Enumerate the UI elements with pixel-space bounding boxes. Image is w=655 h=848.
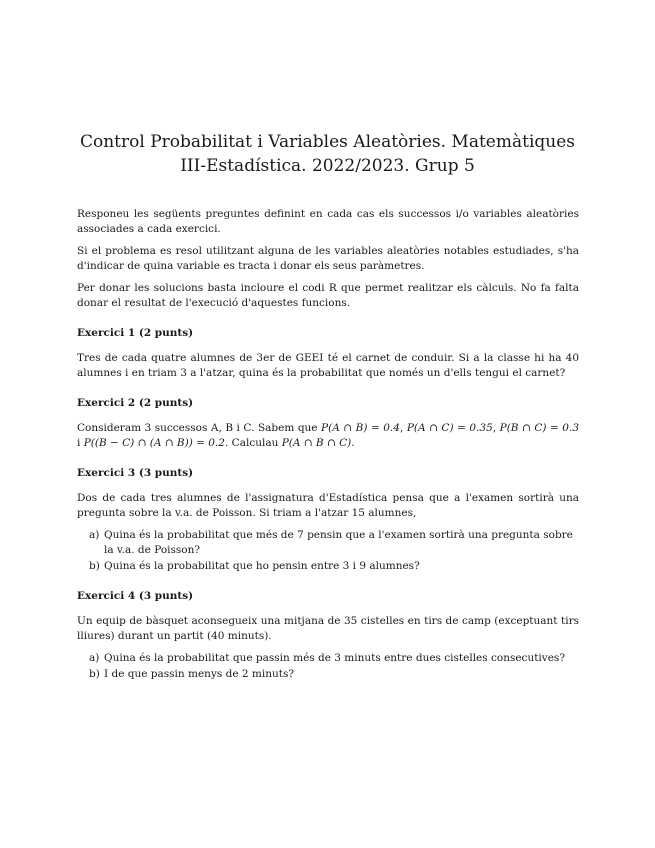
intro-paragraph-1: Responeu les següents preguntes definint en cada cas els successos i/o variables aleatòries associades a cada exercici. <box>77 208 579 235</box>
math-expression: P(A ∩ B ∩ C) <box>281 437 352 449</box>
exercise-2-text-part: , <box>399 422 407 434</box>
exercise-1-text: Tres de cada quatre alumnes de 3er de GEEI té el carnet de conduir. Si a la classe hi ha 40 alumnes i en triam 3 a l'atzar, quina és la probabilitat que només un d'ells tengui el carnet? <box>77 352 579 379</box>
list-item-marker: b) <box>89 560 100 572</box>
list-item-marker: b) <box>89 668 100 680</box>
intro-paragraph-3: Per donar les solucions basta incloure el codi R que permet realitzar els càlculs. No fa falta donar el resultat de l'execució d'aquestes funcions. <box>77 282 579 309</box>
list-item-marker: a) <box>89 652 100 664</box>
exercise-3-list <box>77 528 579 574</box>
exercise-2 <box>77 396 579 451</box>
title-line-2: III-Estadística. 2022/2023. Grup 5 <box>180 156 475 177</box>
exercise-2-heading: Exercici 2 (2 punts) <box>77 397 194 409</box>
exercise-2-text-part: . <box>351 437 355 449</box>
exercise-2-text-part: i <box>77 437 84 449</box>
list-item-text: Quina és la probabilitat que més de 7 pensin que a l'examen sortirà una pregunta sobre la v.a. de Poisson? <box>104 529 573 556</box>
exercise-2-text <box>77 421 579 451</box>
exercise-1-heading: Exercici 1 (2 punts) <box>77 327 194 339</box>
exercise-4-text: Un equip de bàsquet aconsegueix una mitjana de 35 cistelles en tirs de camp (exceptuant tirs lliures) durant un partit (40 minuts). <box>77 615 579 642</box>
math-expression: P(A ∩ C) = 0.35 <box>406 422 493 434</box>
exercise-4 <box>77 589 579 682</box>
exercise-2-text-part: , <box>492 422 500 434</box>
list-item <box>77 528 579 558</box>
document-title <box>60 130 595 178</box>
list-item-marker: a) <box>89 529 100 541</box>
exercise-1 <box>77 326 579 381</box>
document-body <box>77 207 579 683</box>
list-item-text: Quina és la probabilitat que passin més de 3 minuts entre dues cistelles consecutives? <box>104 652 565 664</box>
list-item <box>77 559 579 574</box>
list-item <box>77 667 579 682</box>
exercise-2-text-part: . Calculau <box>225 437 282 449</box>
exercise-3-text: Dos de cada tres alumnes de l'assignatura d'Estadística pensa que a l'examen sortirà una pregunta sobre la v.a. de Poisson. Si triam a l'atzar 15 alumnes, <box>77 492 579 519</box>
math-expression: P(A ∩ B) = 0.4 <box>321 422 400 434</box>
exercise-4-heading: Exercici 4 (3 punts) <box>77 590 194 602</box>
math-expression: P(B ∩ C) = 0.3 <box>499 422 580 434</box>
exercise-3-heading: Exercici 3 (3 punts) <box>77 467 194 479</box>
exercise-2-text-part: Consideram 3 successos A, B i C. Sabem que <box>77 422 322 434</box>
exercise-4-list <box>77 651 579 682</box>
intro-paragraph-2: Si el problema es resol utilitzant alguna de les variables aleatòries notables estudiades, s'ha d'indicar de quina variable es tracta i donar els seus paràmetres. <box>77 245 579 272</box>
exercise-3 <box>77 466 579 574</box>
list-item <box>77 651 579 666</box>
list-item-text: I de que passin menys de 2 minuts? <box>104 668 294 680</box>
list-item-text: Quina és la probabilitat que ho pensin entre 3 i 9 alumnes? <box>104 560 420 572</box>
title-line-1: Control Probabilitat i Variables Aleatòries. Matemàtiques <box>79 132 576 153</box>
math-expression: P((B − C) ∩ (A ∩ B)) = 0.2 <box>83 437 225 449</box>
